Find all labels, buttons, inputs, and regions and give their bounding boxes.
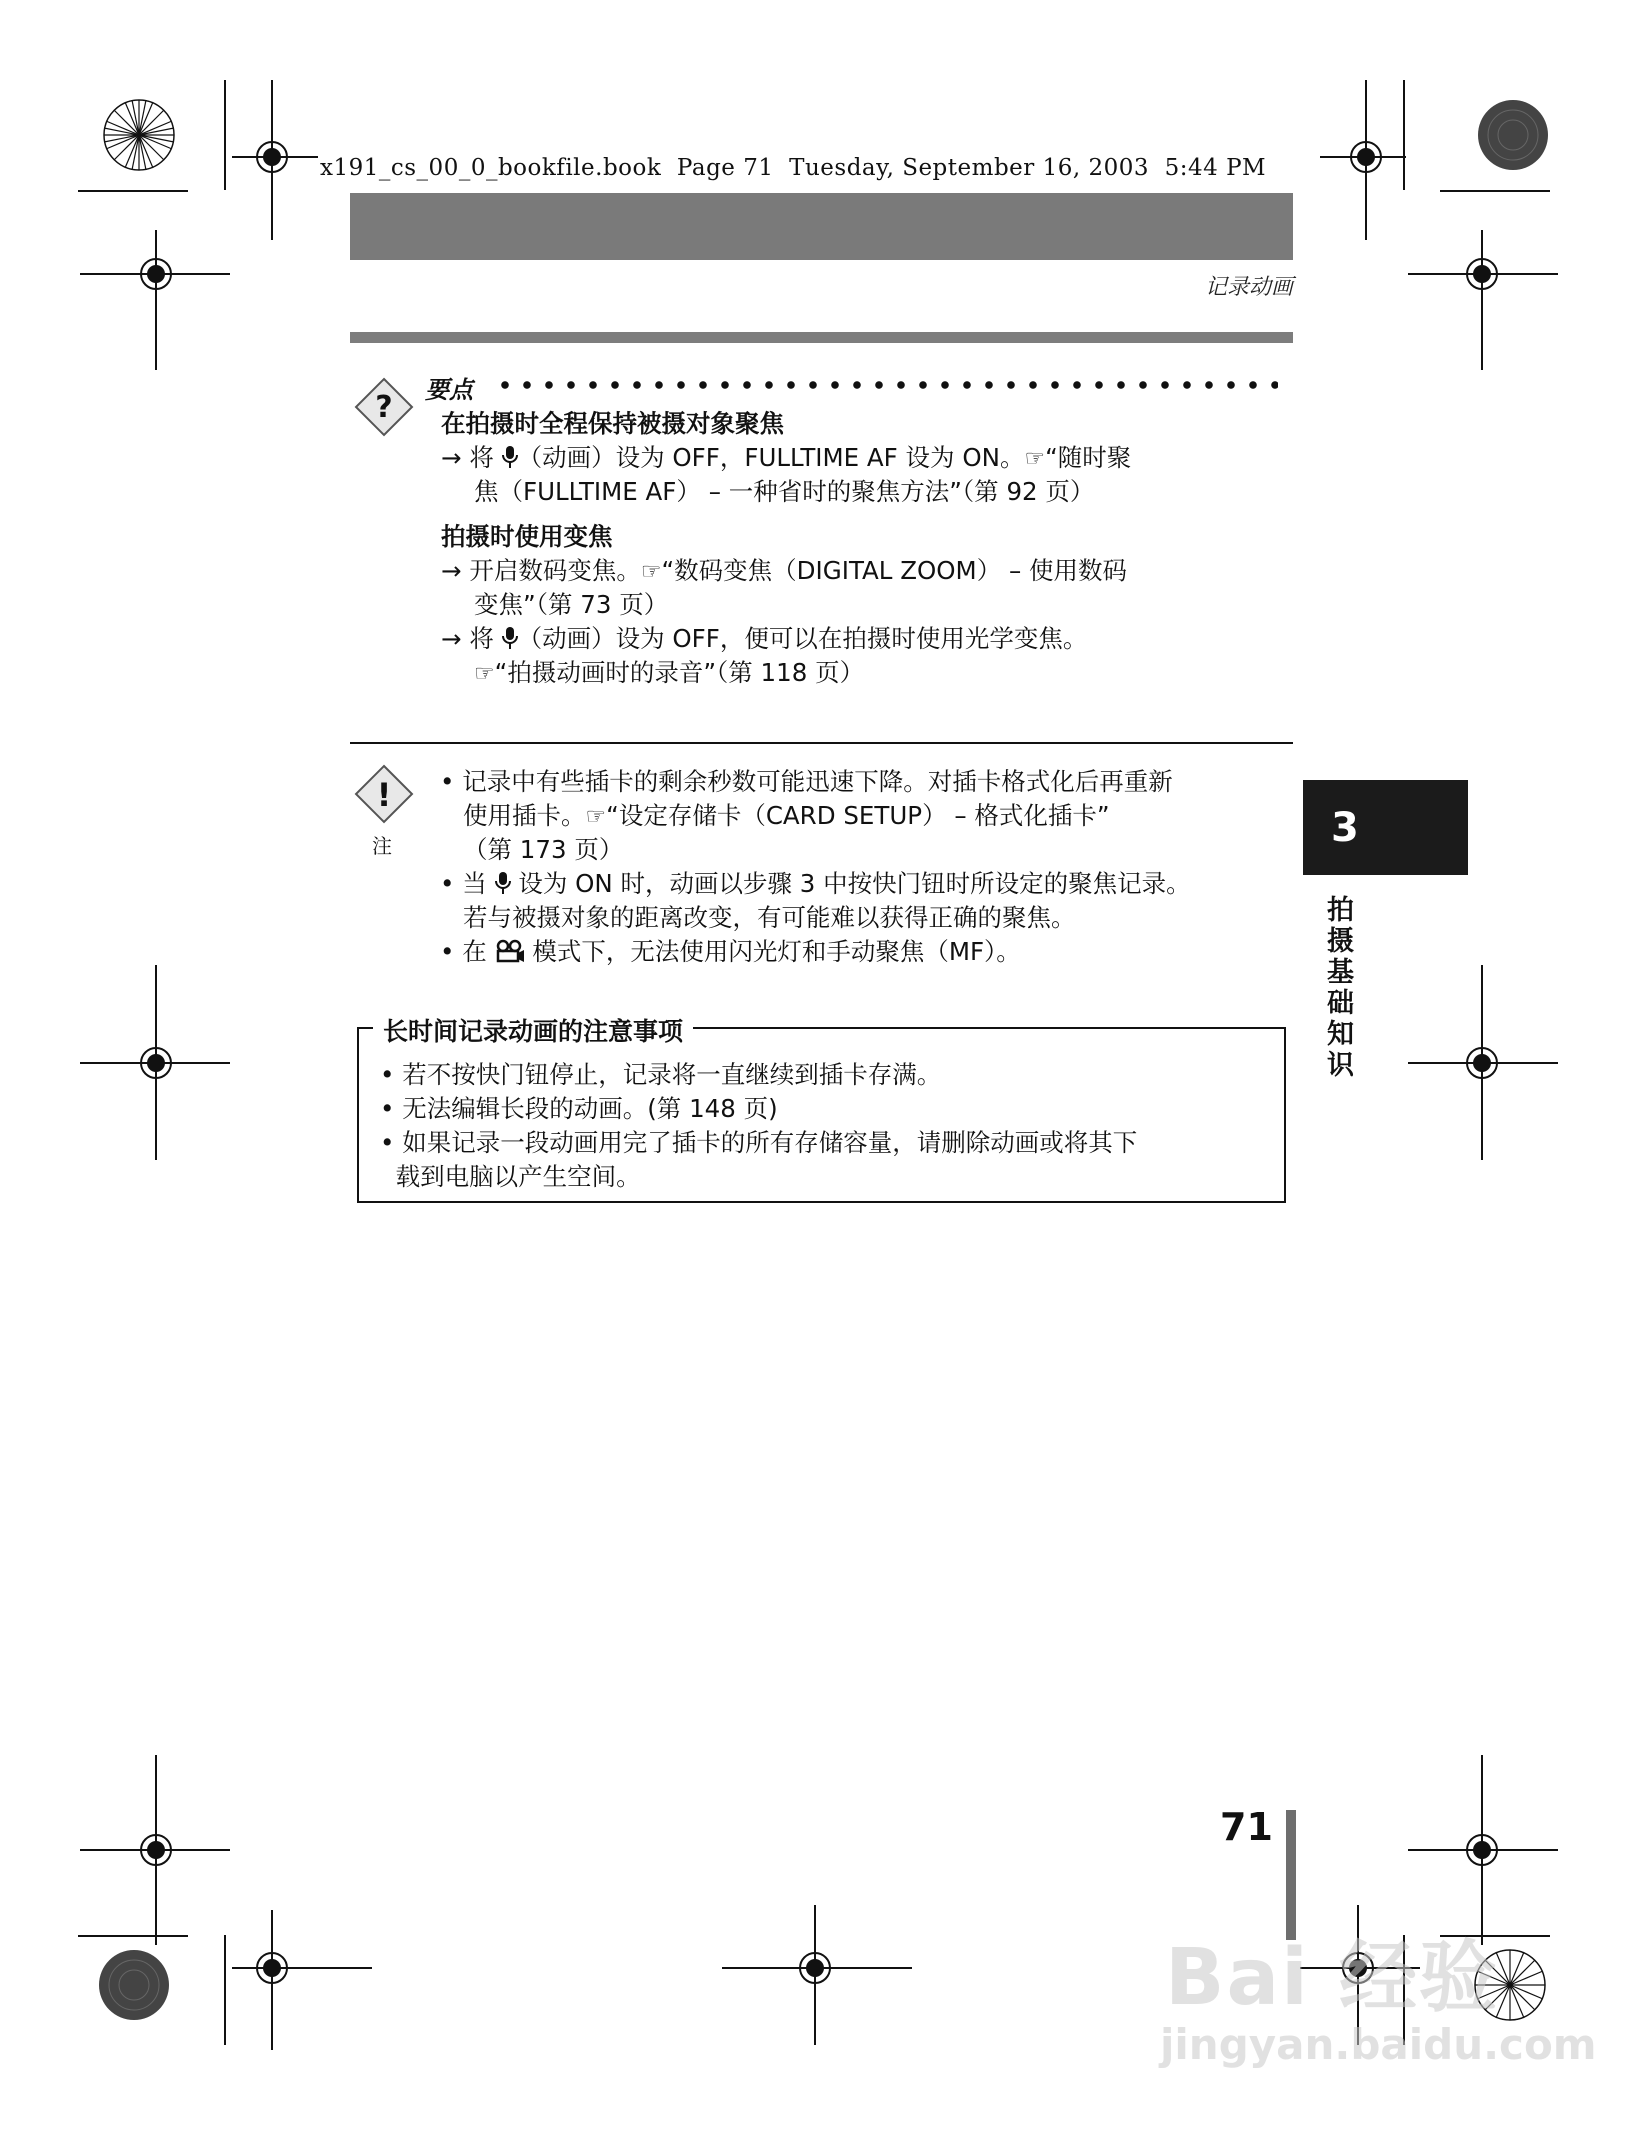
tip-label: 要点 — [425, 376, 473, 404]
microphone-icon — [495, 871, 511, 895]
reference-icon: ☞ — [640, 559, 662, 585]
print-file-header: x191_cs_00_0_bookfile.book Page 71 Tuesday, September 16, 2003 5:44 PM — [320, 155, 1267, 181]
page-number: 71 — [1220, 1805, 1273, 1849]
watermark-url: jingyan.baidu.com — [1160, 2020, 1597, 2069]
svg-text:!: ! — [376, 776, 392, 814]
caution-item: • 若不按快门钮停止，记录将一直继续到插卡存满。 — [380, 1060, 942, 1089]
registration-disc-icon — [98, 1949, 170, 2021]
note-line: • 在 模式下，无法使用闪光灯和手动聚焦（MF）。 — [440, 937, 1021, 966]
tip-line: 焦（FULLTIME AF） – 一种省时的聚焦方法”（第 92 页） — [474, 477, 1095, 506]
watermark-logo: Bai 经验 — [1165, 1933, 1499, 2023]
caution-item: 载到电脑以产生空间。 — [380, 1162, 641, 1191]
note-line: 使用插卡。☞“设定存储卡（CARD SETUP） – 格式化插卡” — [463, 799, 1110, 834]
note-rule — [350, 742, 1293, 744]
tip-line: → 将 （动画）设为 OFF，便可以在拍摄时使用光学变焦。 — [441, 624, 1088, 653]
tip-line: ☞“拍摄动画时的录音”（第 118 页） — [474, 656, 864, 691]
question-diamond-icon — [352, 375, 416, 439]
section-title: 记录动画 — [1204, 275, 1293, 300]
tip-line: 变焦”（第 73 页） — [474, 590, 669, 619]
reference-icon: ☞ — [474, 661, 495, 687]
registration-disc-icon — [1477, 99, 1549, 171]
svg-text:?: ? — [375, 390, 393, 425]
chapter-title: 拍摄基础知识 — [1322, 895, 1353, 1081]
dotted-leader — [494, 381, 1278, 389]
warning-diamond-icon — [352, 762, 416, 826]
caution-box-title: 长时间记录动画的注意事项 — [373, 1012, 693, 1048]
note-icon-label: 注 — [372, 834, 392, 858]
tip-line: → 开启数码变焦。☞“数码变焦（DIGITAL ZOOM） – 使用数码 — [441, 554, 1127, 589]
microphone-icon — [502, 626, 518, 650]
note-line: 若与被摄对象的距离改变，有可能难以获得正确的聚焦。 — [463, 903, 1076, 932]
registration-starburst-icon — [103, 99, 175, 171]
reference-icon: ☞ — [1024, 446, 1046, 472]
tip-line: → 将 （动画）设为 OFF，FULLTIME AF 设为 ON。☞“随时聚 — [441, 441, 1131, 476]
tip-heading: 在拍摄时全程保持被摄对象聚焦 — [441, 409, 784, 438]
microphone-icon — [502, 445, 518, 469]
movie-camera-icon — [495, 939, 525, 963]
note-line: • 记录中有些插卡的剩余秒数可能迅速下降。对插卡格式化后再重新 — [440, 767, 1173, 796]
header-bar — [350, 193, 1293, 260]
note-line: （第 173 页） — [463, 835, 624, 864]
caution-item: • 如果记录一段动画用完了插卡的所有存储容量，请删除动画或将其下 — [380, 1128, 1138, 1157]
caution-item: • 无法编辑长段的动画。(第 148 页) — [380, 1094, 778, 1123]
reference-icon: ☞ — [585, 804, 607, 830]
note-line: • 当 设为 ON 时，动画以步骤 3 中按快门钮时所设定的聚焦记录。 — [440, 869, 1191, 898]
section-rule — [350, 332, 1293, 343]
chapter-tab: 3 — [1303, 780, 1468, 875]
tip-heading: 拍摄时使用变焦 — [441, 522, 613, 551]
